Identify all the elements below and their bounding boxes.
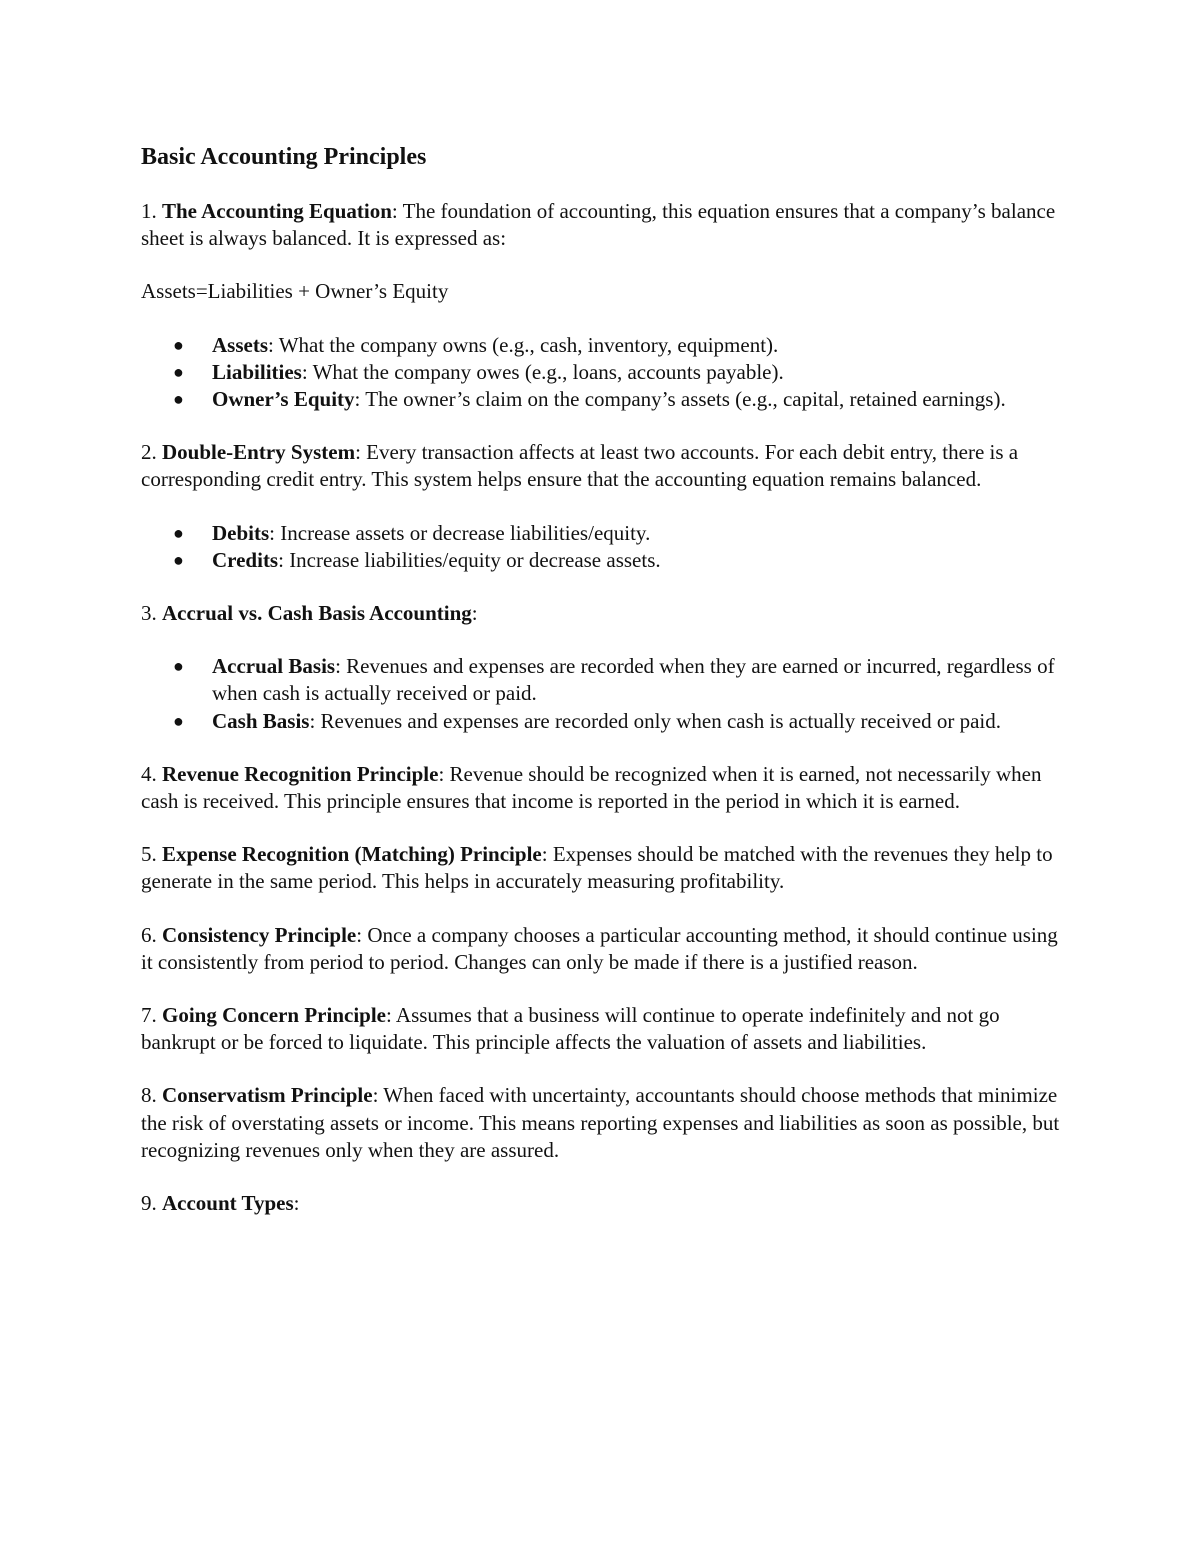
bullet-icon: ● <box>173 334 184 355</box>
accounting-equation: Assets=Liabilities + Owner’s Equity <box>141 279 449 304</box>
bullet-icon: ● <box>173 549 184 570</box>
section-5-paragraph <box>141 841 1061 895</box>
bullet-icon: ● <box>173 656 184 677</box>
section-2-paragraph <box>141 439 1061 493</box>
bullet-text: : Revenues and expenses are recorded only when cash is actually received or paid. <box>309 708 1002 733</box>
section-text: : Every transaction affects at least two accounts. For each debit entry, there is a corresponding credit entry. This system helps ensure that the accounting equation remains balanced. <box>141 440 1019 492</box>
bullet-term: Liabilities <box>212 359 302 384</box>
section-heading: Going Concern Principle <box>162 1003 386 1028</box>
section-number: 6. <box>141 922 157 947</box>
bullet-term: Debits <box>212 520 270 545</box>
section-1-paragraph <box>141 198 1061 252</box>
section-3-bullet-list <box>141 653 1061 735</box>
bullet-term: Cash Basis <box>212 708 310 733</box>
section-8-paragraph <box>141 1082 1061 1164</box>
document-title: Basic Accounting Principles <box>141 144 427 170</box>
bullet-text: : Increase liabilities/equity or decrease assets. <box>278 547 661 572</box>
section-number: 5. <box>141 842 157 867</box>
bullet-icon: ● <box>173 389 184 410</box>
section-number: 8. <box>141 1083 157 1108</box>
section-text: : Revenue should be recognized when it is earned, not necessarily when cash is received. This principle ensures that income is reported in the period in which it is earned. <box>141 761 1042 814</box>
section-text: : Once a company chooses a particular accounting method, it should continue using it consistently from period to period. Changes can only be made if there is a justified reason. <box>141 922 1058 974</box>
section-number: 9. <box>141 1191 157 1216</box>
section-number: 4. <box>141 761 157 786</box>
bullet-icon: ● <box>173 361 184 382</box>
section-4-paragraph <box>141 761 1061 815</box>
bullet-text: : What the company owns (e.g., cash, inventory, equipment). <box>268 332 779 357</box>
bullet-icon: ● <box>173 710 184 731</box>
section-heading: Conservatism Principle <box>162 1083 373 1108</box>
bullet-text: : Revenues and expenses are recorded when they are earned or incurred, regardless of when cash is actually received or paid. <box>212 654 1055 706</box>
section-text: : <box>293 1191 300 1216</box>
list-item <box>141 332 1061 359</box>
section-number: 2. <box>141 440 157 465</box>
section-heading: Expense Recognition (Matching) Principle <box>162 842 542 867</box>
section-text: : The foundation of accounting, this equation ensures that a company’s balance sheet is always balanced. It is expressed as: <box>141 199 1056 251</box>
section-6-paragraph <box>141 922 1061 976</box>
section-9-paragraph <box>141 1190 1061 1217</box>
section-2-bullet-list <box>141 520 1061 574</box>
section-number: 3. <box>141 601 157 626</box>
bullet-text: : The owner’s claim on the company’s assets (e.g., capital, retained earnings). <box>354 387 1006 412</box>
list-item <box>141 359 1061 386</box>
bullet-term: Credits <box>212 547 279 572</box>
bullet-term: Accrual Basis <box>212 654 336 679</box>
section-3-paragraph <box>141 600 1061 627</box>
section-text: : When faced with uncertainty, accountants should choose methods that minimize the risk of overstating assets or income. This means reporting expenses and liabilities as soon as possible, but recognizing revenues only when they are assured. <box>141 1083 1060 1162</box>
section-heading: Revenue Recognition Principle <box>162 761 439 786</box>
section-7-paragraph <box>141 1002 1061 1056</box>
section-heading: Account Types <box>162 1191 294 1216</box>
section-number: 7. <box>141 1003 157 1028</box>
section-heading: Double-Entry System <box>162 440 356 465</box>
section-number: 1. <box>141 199 157 223</box>
list-item <box>141 708 1061 735</box>
bullet-text: : What the company owes (e.g., loans, accounts payable). <box>301 359 784 384</box>
section-text: : Assumes that a business will continue to operate indefinitely and not go bankrupt or be forced to liquidate. This principle affects the valuation of assets and liabilities. <box>141 1003 1000 1055</box>
list-item <box>141 653 1061 707</box>
bullet-term: Owner’s Equity <box>212 387 355 412</box>
section-heading: Accrual vs. Cash Basis Accounting <box>162 601 472 626</box>
section-text: : <box>471 601 478 626</box>
list-item <box>141 386 1061 413</box>
section-1-bullet-list <box>141 332 1061 414</box>
section-heading: Consistency Principle <box>162 922 357 947</box>
list-item <box>141 547 1061 574</box>
section-heading: The Accounting Equation <box>162 199 392 223</box>
bullet-text: : Increase assets or decrease liabilities/equity. <box>269 520 651 545</box>
section-text: : Expenses should be matched with the revenues they help to generate in the same period. This helps in accurately measuring profitability. <box>141 842 1053 894</box>
document-page <box>141 142 1061 1243</box>
bullet-icon: ● <box>173 522 184 543</box>
bullet-term: Assets <box>212 332 268 357</box>
list-item <box>141 520 1061 547</box>
